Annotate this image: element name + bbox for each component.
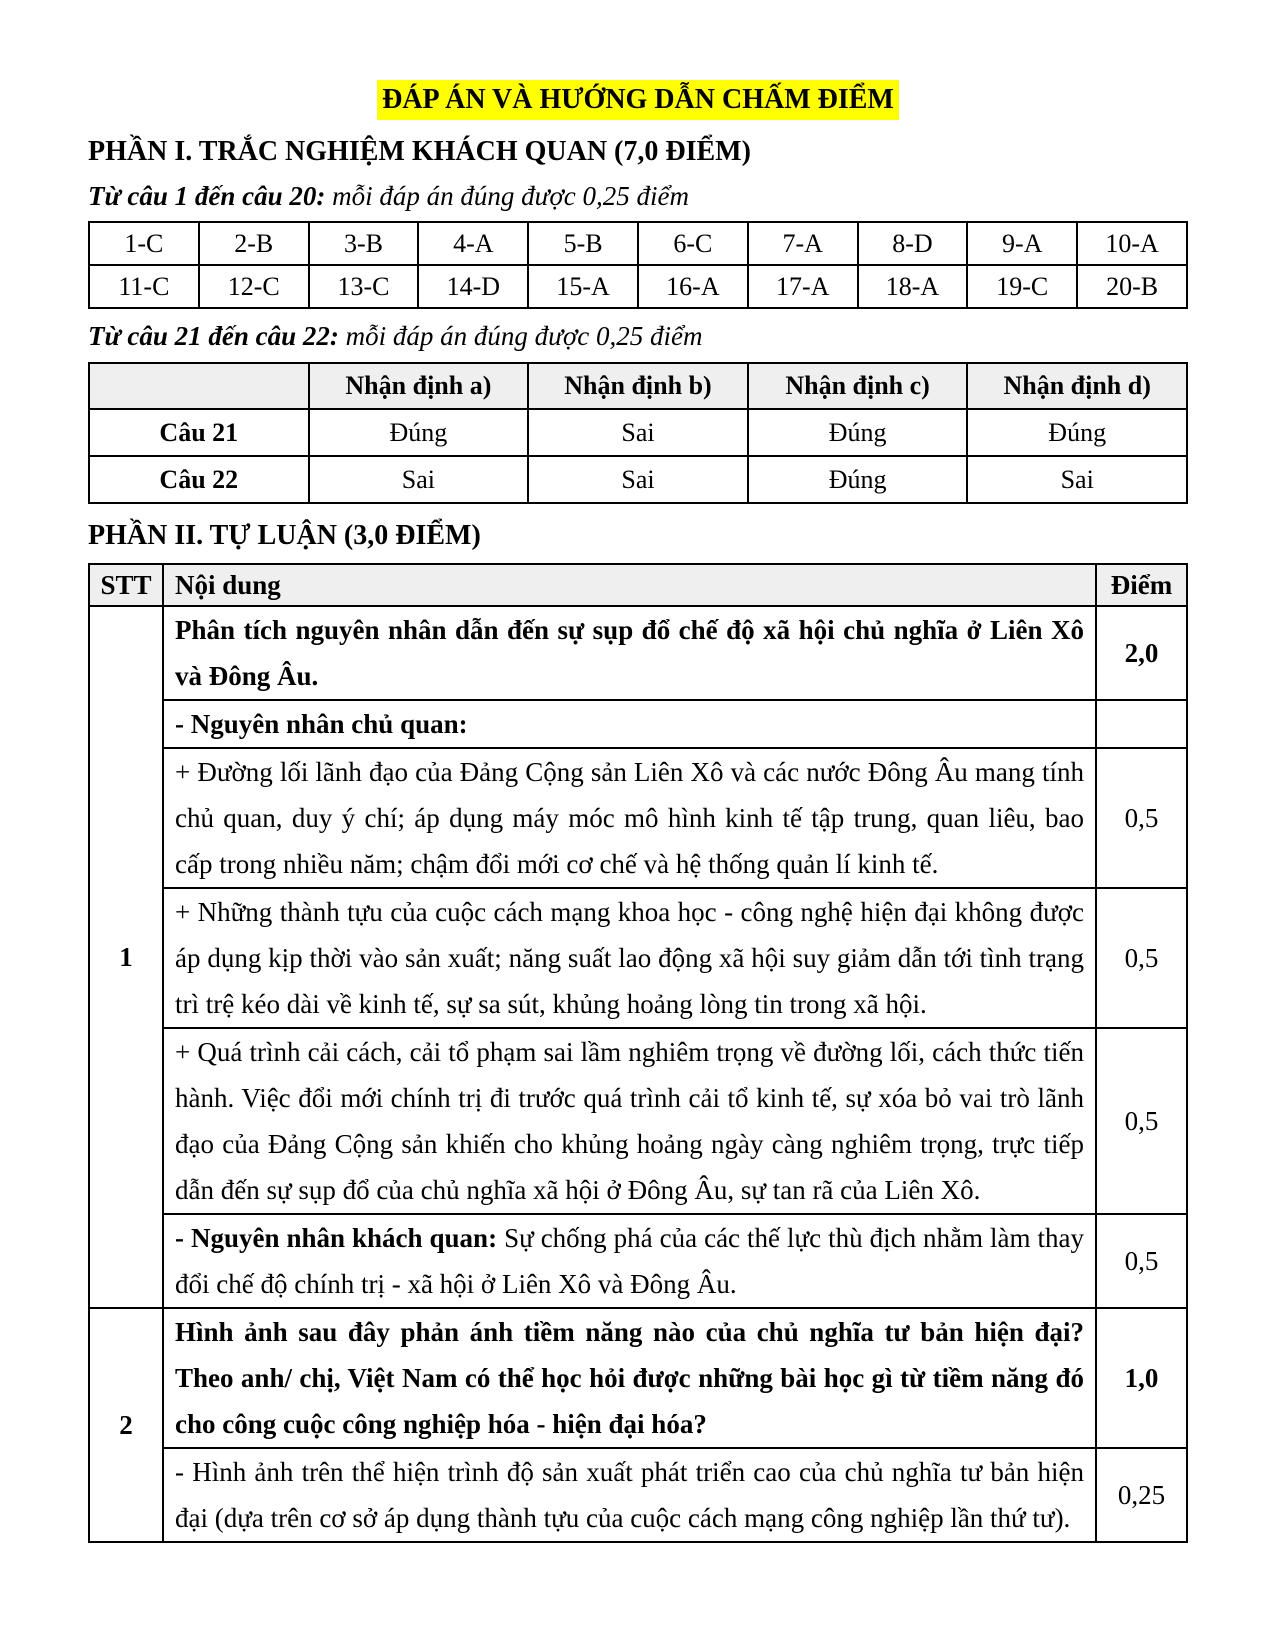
answer-cell-17: 17-A xyxy=(748,265,858,308)
tf-q22-b: Sai xyxy=(528,456,748,503)
rubric-header-score: Điểm xyxy=(1096,564,1187,606)
part1-heading: PHẦN I. TRẮC NGHIỆM KHÁCH QUAN (7,0 ĐIỂM) xyxy=(88,136,751,167)
note1-range: Từ câu 1 đến câu 20: xyxy=(88,181,326,211)
part2-heading: PHẦN II. TỰ LUẬN (3,0 ĐIỂM) xyxy=(88,520,481,551)
item1-point1-score: 0,5 xyxy=(1096,748,1187,888)
item1-subjective-heading: - Nguyên nhân chủ quan: xyxy=(163,700,1096,748)
note1-rule: mỗi đáp án đúng được 0,25 điểm xyxy=(325,181,690,211)
item1-point1-row xyxy=(89,748,1187,888)
tf-corner-cell xyxy=(89,363,309,409)
item2-question-row xyxy=(89,1308,1187,1448)
tf-header-d: Nhận định d) xyxy=(967,363,1187,409)
tf-q22-d: Sai xyxy=(967,456,1187,503)
answer-table-q1-20 xyxy=(88,221,1188,309)
item2-point1-row xyxy=(89,1448,1187,1542)
answer-cell-8: 8-D xyxy=(858,222,968,265)
tf-row-q22 xyxy=(89,456,1187,503)
tf-q22-a: Sai xyxy=(309,456,529,503)
item1-point3-row xyxy=(89,1028,1187,1214)
answer-cell-4: 4-A xyxy=(418,222,528,265)
answer-cell-18: 18-A xyxy=(858,265,968,308)
answer-cell-5: 5-B xyxy=(528,222,638,265)
answer-cell-19: 19-C xyxy=(967,265,1077,308)
item2-question: Hình ảnh sau đây phản ánh tiềm năng nào của chủ nghĩa tư bản hiện đại? Theo anh/ chị, Việt Nam có thể học hỏi được những bài học gì từ tiềm năng đó cho công cuộc công nghiệp hóa - hiện đại hóa? xyxy=(163,1308,1096,1448)
answer-table-q21-22 xyxy=(88,362,1188,504)
tf-header-b: Nhận định b) xyxy=(528,363,748,409)
answer-cell-20: 20-B xyxy=(1077,265,1187,308)
item1-objective-score: 0,5 xyxy=(1096,1214,1187,1308)
item1-subjective-heading-row xyxy=(89,700,1187,748)
item1-question-score: 2,0 xyxy=(1096,606,1187,700)
essay-rubric-table xyxy=(88,563,1188,1543)
document-title: ĐÁP ÁN VÀ HƯỚNG DẪN CHẤM ĐIỂM xyxy=(377,80,899,120)
answer-row-1 xyxy=(89,222,1187,265)
tf-q22-c: Đúng xyxy=(748,456,968,503)
part1-note-q1-20 xyxy=(88,180,1188,212)
item1-point3-score: 0,5 xyxy=(1096,1028,1187,1214)
tf-header-a: Nhận định a) xyxy=(309,363,529,409)
answer-cell-15: 15-A xyxy=(528,265,638,308)
answer-cell-3: 3-B xyxy=(309,222,419,265)
item1-subjective-heading-score xyxy=(1096,700,1187,748)
tf-header-row xyxy=(89,363,1187,409)
rubric-header-content: Nội dung xyxy=(163,564,1096,606)
tf-q21-b: Sai xyxy=(528,409,748,456)
part1-note-q21-22 xyxy=(88,320,1188,352)
answer-cell-9: 9-A xyxy=(967,222,1077,265)
item1-objective-rest: Sự chống phá của các thế lực thù địch nhằm làm thay đổi chế độ chính trị - xã hội ở Liên Xô và Đông Âu. xyxy=(175,1223,1084,1299)
answer-cell-1: 1-C xyxy=(89,222,199,265)
item1-point1-text: + Đường lối lãnh đạo của Đảng Cộng sản Liên Xô và các nước Đông Âu mang tính chủ quan, duy ý chí; áp dụng máy móc mô hình kinh tế tập trung, quan liêu, bao cấp trong nhiều năm; chậm đổi mới cơ chế và hệ thống quản lí kinh tế. xyxy=(163,748,1096,888)
tf-q21-c: Đúng xyxy=(748,409,968,456)
item1-question-row xyxy=(89,606,1187,700)
answer-cell-16: 16-A xyxy=(638,265,748,308)
tf-header-c: Nhận định c) xyxy=(748,363,968,409)
item2-point1-score: 0,25 xyxy=(1096,1448,1187,1542)
answer-cell-11: 11-C xyxy=(89,265,199,308)
item1-point2-text: + Những thành tựu của cuộc cách mạng khoa học - công nghệ hiện đại không được áp dụng kịp thời vào sản xuất; năng suất lao động xã hội suy giảm dẫn tới tình trạng trì trệ kéo dài về kinh tế, sự sa sút, khủng hoảng lòng tin trong xã hội. xyxy=(163,888,1096,1028)
tf-q22-label: Câu 22 xyxy=(89,456,309,503)
answer-cell-2: 2-B xyxy=(199,222,309,265)
answer-cell-6: 6-C xyxy=(638,222,748,265)
answer-cell-12: 12-C xyxy=(199,265,309,308)
tf-q21-label: Câu 21 xyxy=(89,409,309,456)
item2-question-score: 1,0 xyxy=(1096,1308,1187,1448)
item2-number: 2 xyxy=(89,1308,163,1542)
tf-q21-d: Đúng xyxy=(967,409,1187,456)
item1-objective-row xyxy=(89,1214,1187,1308)
rubric-header-row xyxy=(89,564,1187,606)
note2-rule: mỗi đáp án đúng được 0,25 điểm xyxy=(338,321,703,351)
answer-cell-14: 14-D xyxy=(418,265,528,308)
item1-question: Phân tích nguyên nhân dẫn đến sự sụp đổ chế độ xã hội chủ nghĩa ở Liên Xô và Đông Âu. xyxy=(163,606,1096,700)
tf-q21-a: Đúng xyxy=(309,409,529,456)
item1-point3-text: + Quá trình cải cách, cải tổ phạm sai lầm nghiêm trọng về đường lối, cách thức tiến hành. Việc đổi mới chính trị đi trước quá trình cải tổ kinh tế, sự xóa bỏ vai trò lãnh đạo của Đảng Cộng sản khiến cho khủng hoảng ngày càng nghiêm trọng, trực tiếp dẫn đến sự sụp đổ của chủ nghĩa xã hội ở Đông Âu, sự tan rã của Liên Xô. xyxy=(163,1028,1096,1214)
answer-cell-13: 13-C xyxy=(309,265,419,308)
item1-point2-row xyxy=(89,888,1187,1028)
item2-point1-text: - Hình ảnh trên thể hiện trình độ sản xuất phát triển cao của chủ nghĩa tư bản hiện đại (dựa trên cơ sở áp dụng thành tựu của cuộc cách mạng công nghiệp lần thứ tư). xyxy=(163,1448,1096,1542)
answer-cell-7: 7-A xyxy=(748,222,858,265)
title-row xyxy=(88,80,1188,120)
item1-point2-score: 0,5 xyxy=(1096,888,1187,1028)
item1-objective-lead: - Nguyên nhân khách quan: xyxy=(175,1223,498,1253)
note2-range: Từ câu 21 đến câu 22: xyxy=(88,321,339,351)
item1-objective-text xyxy=(163,1214,1096,1308)
rubric-header-stt: STT xyxy=(89,564,163,606)
answer-row-2 xyxy=(89,265,1187,308)
answer-cell-10: 10-A xyxy=(1077,222,1187,265)
tf-row-q21 xyxy=(89,409,1187,456)
item1-number: 1 xyxy=(89,606,163,1308)
